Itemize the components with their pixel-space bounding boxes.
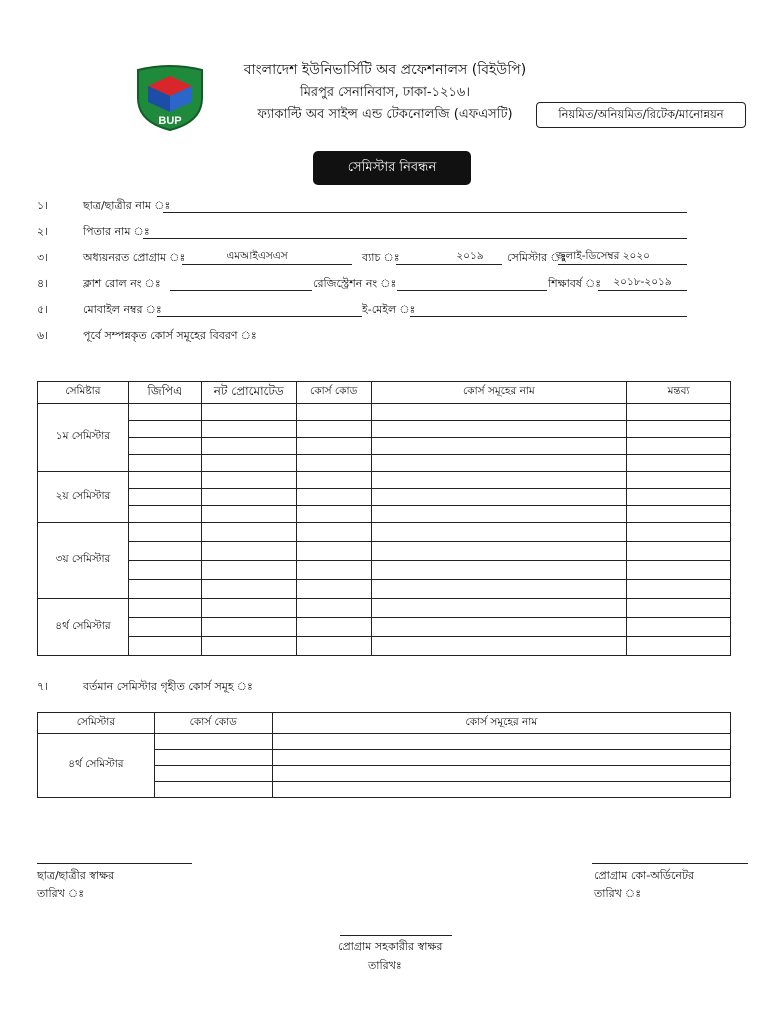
remarks-cell[interactable]	[627, 599, 731, 618]
course-code-cell[interactable]	[296, 421, 371, 438]
course-code-cell[interactable]	[154, 766, 272, 782]
table-row	[38, 542, 731, 561]
coordinator-signature-label: প্রোগ্রাম কো-অর্ডিনেটর	[594, 869, 695, 882]
gpa-cell[interactable]	[128, 523, 201, 542]
header-gpa: জিপিএ	[128, 382, 201, 404]
remarks-cell[interactable]	[627, 455, 731, 472]
not-promoted-cell[interactable]	[201, 438, 296, 455]
session-value: ২০১৮-২০১৯	[613, 276, 672, 288]
remarks-cell[interactable]	[627, 618, 731, 637]
assistant-date-label: তারিখঃ	[368, 959, 402, 972]
remarks-cell[interactable]	[627, 472, 731, 489]
student-signature-label: ছাত্র/ছাত্রীর স্বাক্ষর	[37, 869, 115, 882]
remarks-cell[interactable]	[627, 580, 731, 599]
item-number-3: ৩।	[37, 251, 49, 264]
remarks-cell[interactable]	[627, 438, 731, 455]
course-name-cell[interactable]	[371, 489, 627, 506]
email-label: ই-মেইল ঃ	[362, 303, 416, 316]
student-name-label: ছাত্র/ছাত্রীর নাম ঃ	[83, 199, 171, 212]
not-promoted-cell[interactable]	[201, 404, 296, 421]
header-course-name: কোর্স সমূহের নাম	[371, 382, 627, 404]
course-code-cell[interactable]	[296, 561, 371, 580]
semester-label: সেমিস্টার ঃ	[507, 251, 567, 264]
father-name-field[interactable]	[143, 224, 687, 239]
course-code-cell[interactable]	[296, 438, 371, 455]
gpa-cell[interactable]	[128, 506, 201, 523]
header-course-code: কোর্স কোড	[296, 382, 371, 404]
item-number-2: ২।	[37, 225, 49, 238]
registration-field[interactable]	[397, 276, 547, 291]
table-row	[38, 599, 731, 618]
remarks-cell[interactable]	[627, 637, 731, 656]
not-promoted-cell[interactable]	[201, 561, 296, 580]
not-promoted-cell[interactable]	[201, 455, 296, 472]
course-code-cell[interactable]	[296, 455, 371, 472]
class-roll-label: ক্লাশ রোল নং ঃ	[83, 277, 161, 290]
semester-4-cell: ৪র্থ সেমিস্টার	[38, 599, 129, 656]
course-code-cell[interactable]	[296, 580, 371, 599]
remarks-cell[interactable]	[627, 404, 731, 421]
current-courses-label: বর্তমান সেমিস্টার গৃহীত কোর্স সমূহ ঃ	[83, 680, 253, 693]
student-date-label: তারিখ ঃ	[37, 887, 85, 900]
course-name-cell[interactable]	[371, 599, 627, 618]
table-row	[38, 618, 731, 637]
gpa-cell[interactable]	[128, 404, 201, 421]
not-promoted-cell[interactable]	[201, 489, 296, 506]
current-header-semester: সেমিস্টার	[38, 713, 155, 734]
not-promoted-cell[interactable]	[201, 472, 296, 489]
course-name-cell[interactable]	[371, 438, 627, 455]
table-row	[38, 472, 731, 489]
not-promoted-cell[interactable]	[201, 523, 296, 542]
item-number-4: ৪।	[37, 277, 49, 290]
gpa-cell[interactable]	[128, 561, 201, 580]
course-name-cell[interactable]	[371, 472, 627, 489]
gpa-cell[interactable]	[128, 438, 201, 455]
course-code-cell[interactable]	[296, 523, 371, 542]
current-semester-cell: ৪র্থ সেমিস্টার	[38, 734, 155, 798]
course-name-cell[interactable]	[371, 523, 627, 542]
mobile-field[interactable]	[157, 302, 362, 317]
coordinator-date-label: তারিখ ঃ	[594, 887, 642, 900]
assistant-signature-line[interactable]	[340, 935, 452, 936]
remarks-cell[interactable]	[627, 421, 731, 438]
session-label: শিক্ষাবর্ষ ঃ	[548, 277, 602, 290]
item-number-5: ৫।	[37, 303, 49, 316]
semester-value: জুলাই-ডিসেম্বর ২০২০	[556, 250, 651, 262]
previous-courses-label: পূর্বে সম্পন্নকৃত কোর্স সমূহের বিবরণ ঃ	[83, 329, 257, 342]
student-signature-line[interactable]	[37, 863, 192, 864]
registration-type-box: নিয়মিত/অনিয়মিত/রিটেক/মানোন্নয়ন	[536, 102, 746, 128]
table-row	[38, 637, 731, 656]
course-code-cell[interactable]	[296, 599, 371, 618]
course-name-cell[interactable]	[371, 561, 627, 580]
current-header-course-code: কোর্স কোড	[154, 713, 272, 734]
student-name-field[interactable]	[163, 198, 687, 213]
course-name-cell[interactable]	[371, 618, 627, 637]
item-number-7: ৭।	[37, 680, 49, 693]
course-code-cell[interactable]	[296, 637, 371, 656]
item-number-6: ৬।	[37, 329, 49, 342]
header-not-promoted: নট প্রোমোটেড	[201, 382, 296, 404]
remarks-cell[interactable]	[627, 561, 731, 580]
assistant-signature-label: প্রোগ্রাম সহকারীর স্বাক্ষর	[338, 940, 443, 953]
course-name-cell[interactable]	[371, 637, 627, 656]
course-code-cell[interactable]	[296, 404, 371, 421]
form-title: সেমিস্টার নিবন্ধন	[313, 151, 471, 185]
previous-courses-table	[37, 381, 731, 656]
course-name-cell[interactable]	[371, 404, 627, 421]
course-code-cell[interactable]	[296, 618, 371, 637]
current-courses-table	[37, 712, 731, 798]
gpa-cell[interactable]	[128, 455, 201, 472]
course-code-cell[interactable]	[154, 734, 272, 750]
not-promoted-cell[interactable]	[201, 421, 296, 438]
batch-label: ব্যাচ ঃ	[362, 251, 400, 264]
course-code-cell[interactable]	[154, 750, 272, 766]
gpa-cell[interactable]	[128, 542, 201, 561]
semester-1-cell: ১ম সেমিস্টার	[38, 404, 129, 472]
course-name-cell[interactable]	[272, 766, 730, 782]
course-name-cell[interactable]	[371, 542, 627, 561]
gpa-cell[interactable]	[128, 637, 201, 656]
remarks-cell[interactable]	[627, 489, 731, 506]
course-name-cell[interactable]	[371, 455, 627, 472]
table-row	[38, 580, 731, 599]
header-remarks: মন্তব্য	[627, 382, 731, 404]
program-value: এমআইএসএস	[226, 250, 288, 262]
not-promoted-cell[interactable]	[201, 542, 296, 561]
gpa-cell[interactable]	[128, 472, 201, 489]
table-row	[38, 561, 731, 580]
course-code-cell[interactable]	[154, 782, 272, 798]
class-roll-field[interactable]	[170, 276, 312, 291]
remarks-cell[interactable]	[627, 523, 731, 542]
not-promoted-cell[interactable]	[201, 580, 296, 599]
table-row	[38, 421, 731, 438]
not-promoted-cell[interactable]	[201, 618, 296, 637]
mobile-label: মোবাইল নম্বর ঃ	[83, 303, 162, 316]
university-address: মিরপুর সেনানিবাস, ঢাকা-১২১৬।	[299, 85, 471, 100]
semester-3-cell: ৩য় সেমিস্টার	[38, 523, 129, 599]
table-row	[38, 523, 731, 542]
email-field[interactable]	[410, 302, 687, 317]
course-name-cell[interactable]	[272, 734, 730, 750]
semester-2-cell: ২য় সেমিস্টার	[38, 472, 129, 523]
gpa-cell[interactable]	[128, 618, 201, 637]
course-name-cell[interactable]	[371, 421, 627, 438]
table-row	[38, 455, 731, 472]
table-row	[38, 734, 731, 750]
item-number-1: ১।	[37, 199, 49, 212]
program-label: অধ্যয়নরত প্রোগ্রাম ঃ	[83, 251, 186, 264]
table-row	[38, 489, 731, 506]
gpa-cell[interactable]	[128, 489, 201, 506]
course-name-cell[interactable]	[272, 750, 730, 766]
gpa-cell[interactable]	[128, 599, 201, 618]
course-code-cell[interactable]	[296, 542, 371, 561]
remarks-cell[interactable]	[627, 506, 731, 523]
table-row	[38, 506, 731, 523]
header-semester: সেমিষ্টার	[38, 382, 129, 404]
university-name: বাংলাদেশ ইউনিভার্সিটি অব প্রফেশনালস (বিইউপি)	[243, 62, 527, 78]
course-code-cell[interactable]	[296, 506, 371, 523]
course-code-cell[interactable]	[296, 489, 371, 506]
batch-value: ২০১৯	[456, 250, 484, 262]
coordinator-signature-line[interactable]	[592, 863, 748, 864]
father-name-label: পিতার নাম ঃ	[83, 225, 150, 238]
current-header-course-name: কোর্স সমূহের নাম	[272, 713, 730, 734]
not-promoted-cell[interactable]	[201, 506, 296, 523]
course-code-cell[interactable]	[296, 472, 371, 489]
table-row	[38, 404, 731, 421]
logo-text: BUP	[158, 115, 182, 127]
remarks-cell[interactable]	[627, 542, 731, 561]
faculty-name: ফ্যাকাল্টি অব সাইন্স এন্ড টেকনোলজি (এফএসটি)	[257, 107, 513, 122]
gpa-cell[interactable]	[128, 580, 201, 599]
course-name-cell[interactable]	[371, 506, 627, 523]
course-name-cell[interactable]	[272, 782, 730, 798]
not-promoted-cell[interactable]	[201, 599, 296, 618]
table-row	[38, 438, 731, 455]
not-promoted-cell[interactable]	[201, 637, 296, 656]
course-name-cell[interactable]	[371, 580, 627, 599]
gpa-cell[interactable]	[128, 421, 201, 438]
registration-label: রেজিস্ট্রেশন নং ঃ	[313, 277, 397, 290]
